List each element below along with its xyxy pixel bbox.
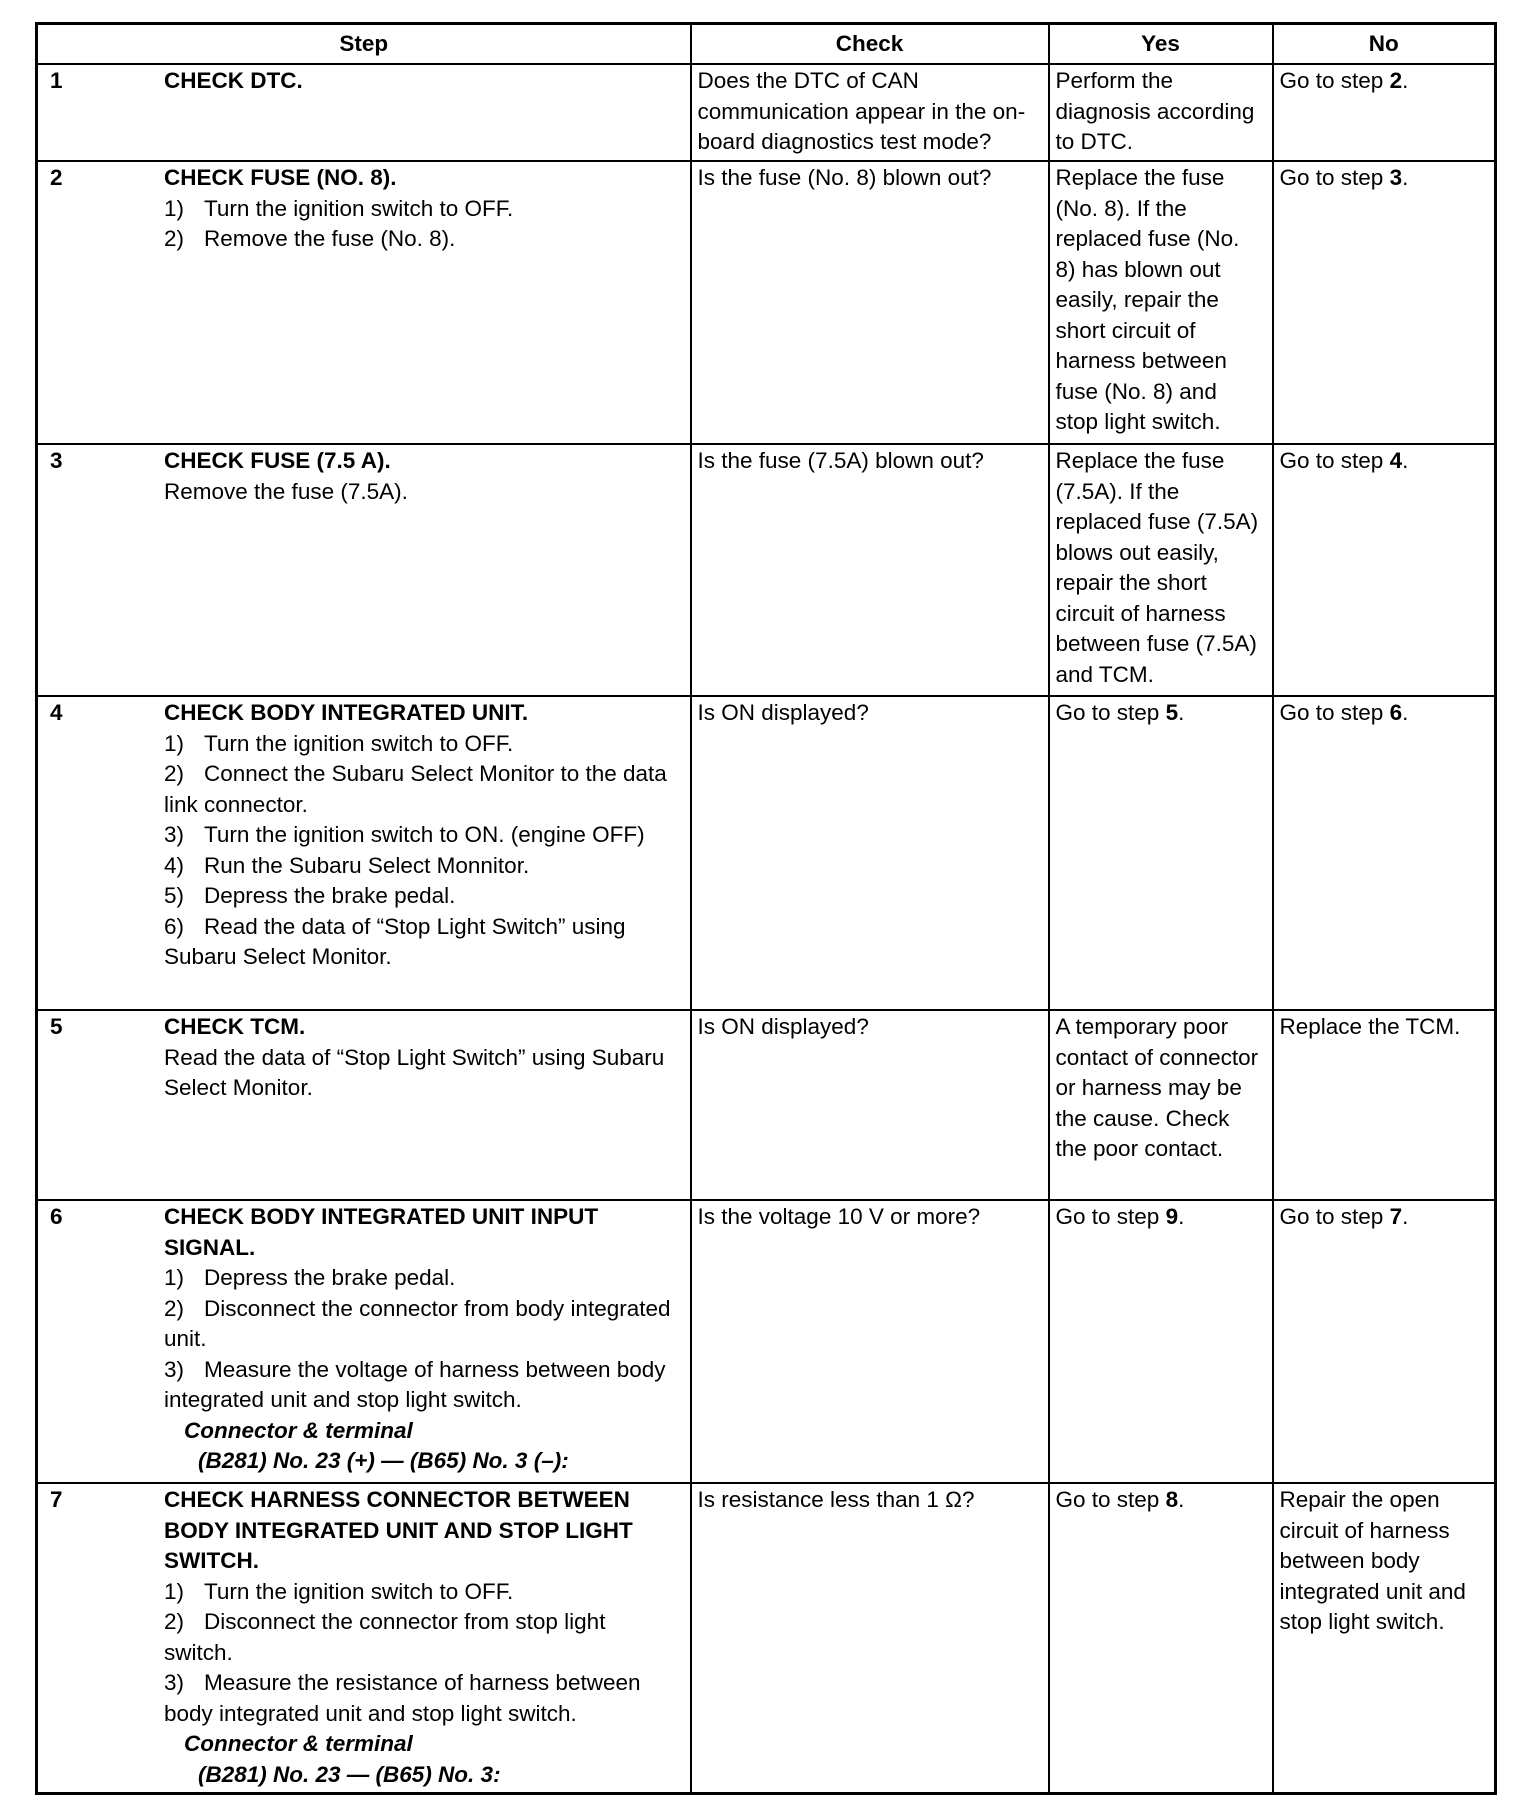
check-cell: Is ON displayed? — [691, 1010, 1049, 1200]
header-check: Check — [691, 24, 1049, 65]
diagnostic-table — [35, 22, 1497, 1795]
substep-text: Turn the ignition switch to OFF. — [204, 195, 514, 221]
substep-number: 6) — [164, 913, 185, 939]
step-cell — [37, 64, 691, 161]
no-suffix: . — [1402, 448, 1409, 473]
substep — [164, 851, 680, 882]
table-row — [37, 1010, 1496, 1200]
step-number: 5 — [50, 1014, 63, 1039]
substep-text: Connect the Subaru Select Monitor to the data link connector. — [164, 761, 667, 817]
substep-number: 1) — [164, 1578, 185, 1604]
no-cell — [1273, 161, 1496, 444]
step-cell — [37, 444, 691, 696]
check-cell: Is the fuse (7.5A) blown out? — [691, 444, 1049, 696]
substep-number: 1) — [164, 1265, 185, 1290]
connector-terminal-value: (B281) No. 23 — (B65) No. 3: — [198, 1761, 501, 1787]
yes-cell: Perform the diagnosis according to DTC. — [1049, 64, 1273, 161]
substep-text: Turn the ignition switch to OFF. — [204, 1578, 514, 1604]
no-suffix: . — [1402, 68, 1409, 93]
substep-text: Turn the ignition switch to ON. (engine OFF) — [204, 822, 645, 847]
no-cell — [1273, 696, 1496, 1010]
step-ref: 2 — [1389, 68, 1403, 93]
substep — [164, 1263, 680, 1294]
step-title: CHECK BODY INTEGRATED UNIT INPUT SIGNAL. — [164, 1204, 599, 1260]
substep-text: Measure the voltage of harness between body integrated unit and stop light switch. — [164, 1356, 666, 1412]
substep — [164, 1294, 680, 1355]
substep-number: 2) — [164, 226, 185, 251]
substep-text: Run the Subaru Select Monnitor. — [204, 852, 530, 878]
yes-cell — [1049, 1200, 1273, 1483]
substep-number: 1) — [164, 195, 185, 221]
step-ref: 4 — [1389, 448, 1403, 473]
substep-text: Disconnect the connector from stop light switch. — [164, 1609, 606, 1665]
no-cell: Replace the TCM. — [1273, 1010, 1496, 1200]
yes-suffix: . — [1178, 700, 1185, 725]
step-number: 3 — [50, 448, 63, 473]
no-suffix: . — [1402, 700, 1409, 725]
no-cell — [1273, 444, 1496, 696]
substep-number: 1) — [164, 730, 185, 756]
substep — [164, 1355, 680, 1416]
step-cell — [37, 1200, 691, 1483]
substep-text: Depress the brake pedal. — [204, 1265, 456, 1290]
no-suffix: . — [1402, 165, 1409, 190]
header-no: No — [1273, 24, 1496, 65]
step-cell — [37, 696, 691, 1010]
yes-text: Go to step — [1055, 700, 1166, 725]
substep-text: Measure the resistance of harness between body integrated unit and stop light switch. — [164, 1670, 641, 1726]
step-title: CHECK FUSE (7.5 A). — [164, 448, 391, 473]
no-text: Go to step — [1279, 165, 1390, 190]
step-description: Read the data of “Stop Light Switch” using Subaru Select Monitor. — [164, 1044, 665, 1100]
step-number: 6 — [50, 1204, 63, 1229]
yes-cell: Replace the fuse (No. 8). If the replaced fuse (No. 8) has blown out easily, repair the short circuit of harness between fuse (No. 8) and stop light switch. — [1049, 161, 1273, 444]
substep-text: Disconnect the connector from body integrated unit. — [164, 1295, 671, 1351]
step-ref: 3 — [1389, 165, 1403, 190]
no-suffix: . — [1402, 1204, 1409, 1229]
substep-number: 2) — [164, 1609, 185, 1634]
no-text: Go to step — [1279, 700, 1390, 725]
substep — [164, 1607, 680, 1668]
step-title: CHECK TCM. — [164, 1014, 306, 1039]
substep-number: 5) — [164, 883, 185, 908]
no-cell — [1273, 64, 1496, 161]
table-row — [37, 1200, 1496, 1483]
check-cell: Is the voltage 10 V or more? — [691, 1200, 1049, 1483]
no-cell: Repair the open circuit of harness between body integrated unit and stop light switch. — [1273, 1483, 1496, 1793]
step-description: Remove the fuse (7.5A). — [164, 478, 408, 504]
step-number: 7 — [50, 1487, 63, 1512]
diagnostic-page — [35, 22, 1494, 1795]
substep-number: 2) — [164, 761, 185, 786]
step-title: CHECK HARNESS CONNECTOR BETWEEN BODY INTEGRATED UNIT AND STOP LIGHT SWITCH. — [164, 1487, 633, 1573]
substep — [164, 194, 680, 225]
substep — [164, 820, 680, 851]
no-cell — [1273, 1200, 1496, 1483]
yes-cell — [1049, 1483, 1273, 1793]
substep — [164, 912, 680, 973]
header-step: Step — [37, 24, 691, 65]
yes-text: Go to step — [1055, 1204, 1166, 1229]
substep — [164, 881, 680, 912]
substep-text: Depress the brake pedal. — [204, 883, 456, 908]
table-row — [37, 64, 1496, 161]
step-title: CHECK DTC. — [164, 68, 303, 93]
connector-terminal-label: Connector & terminal — [184, 1731, 413, 1756]
yes-suffix: . — [1178, 1204, 1185, 1229]
check-cell: Is the fuse (No. 8) blown out? — [691, 161, 1049, 444]
table-row — [37, 161, 1496, 444]
connector-terminal-value: (B281) No. 23 (+) — (B65) No. 3 (–): — [198, 1448, 569, 1473]
substep — [164, 1577, 680, 1608]
substep-text: Remove the fuse (No. 8). — [204, 226, 456, 251]
substep — [164, 729, 680, 760]
yes-suffix: . — [1178, 1487, 1185, 1512]
step-ref: 7 — [1389, 1204, 1403, 1229]
table-row — [37, 1483, 1496, 1793]
substep-number: 3) — [164, 822, 185, 847]
step-cell — [37, 1483, 691, 1793]
header-yes: Yes — [1049, 24, 1273, 65]
check-cell: Is ON displayed? — [691, 696, 1049, 1010]
substep-text: Turn the ignition switch to OFF. — [204, 730, 514, 756]
yes-cell — [1049, 696, 1273, 1010]
check-cell: Is resistance less than 1 Ω? — [691, 1483, 1049, 1793]
yes-cell: Replace the fuse (7.5A). If the replaced fuse (7.5A) blows out easily, repair the short circuit of harness between fuse (7.5A) and TCM. — [1049, 444, 1273, 696]
no-text: Go to step — [1279, 68, 1390, 93]
no-text: Go to step — [1279, 1204, 1390, 1229]
substep-number: 2) — [164, 1295, 185, 1321]
substep-number: 3) — [164, 1356, 185, 1382]
step-cell — [37, 1010, 691, 1200]
step-title: CHECK BODY INTEGRATED UNIT. — [164, 700, 529, 725]
check-cell: Does the DTC of CAN communication appear in the on-board diagnostics test mode? — [691, 64, 1049, 161]
step-ref: 9 — [1165, 1204, 1179, 1229]
step-ref: 5 — [1165, 700, 1179, 725]
step-number: 4 — [50, 700, 63, 725]
substep — [164, 1668, 680, 1729]
substep — [164, 759, 680, 820]
substep-number: 4) — [164, 852, 185, 878]
step-number: 1 — [50, 68, 63, 93]
substep-text: Read the data of “Stop Light Switch” using Subaru Select Monitor. — [164, 913, 626, 969]
step-ref: 6 — [1389, 700, 1403, 725]
step-cell — [37, 161, 691, 444]
table-row — [37, 444, 1496, 696]
step-number: 2 — [50, 165, 63, 190]
step-title: CHECK FUSE (NO. 8). — [164, 165, 397, 190]
step-ref: 8 — [1165, 1487, 1179, 1512]
substep-number: 3) — [164, 1670, 185, 1695]
header-row — [37, 24, 1496, 65]
table-row — [37, 696, 1496, 1010]
substep — [164, 224, 680, 255]
no-text: Go to step — [1279, 448, 1390, 473]
connector-terminal-label: Connector & terminal — [184, 1417, 413, 1443]
yes-text: Go to step — [1055, 1487, 1166, 1512]
yes-cell: A temporary poor contact of connector or harness may be the cause. Check the poor contact. — [1049, 1010, 1273, 1200]
